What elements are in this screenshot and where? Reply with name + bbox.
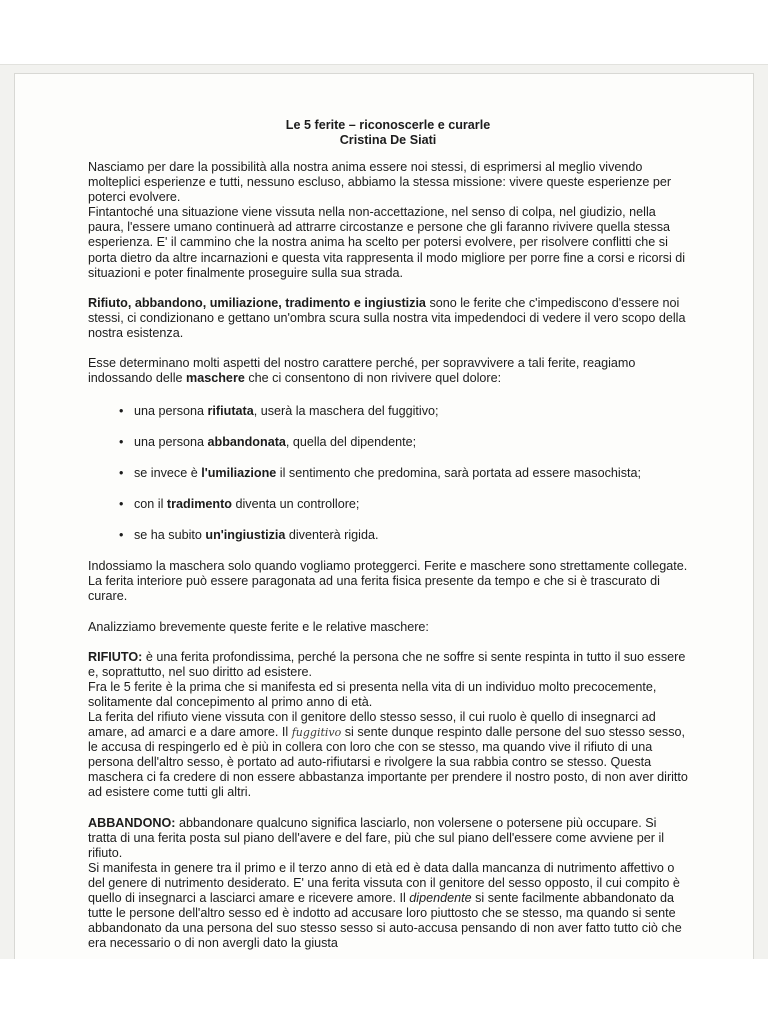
wounds-list-bold: Rifiuto, abbandono, umiliazione, tradimento e ingiustizia (88, 295, 426, 310)
list-item (88, 497, 688, 512)
fuggitivo-handwritten: fuggitivo (291, 726, 342, 740)
rifiuto-paragraph (88, 650, 688, 680)
list-item-bold: tradimento (166, 497, 232, 512)
rifiuto-text-3b: si sente dunque respinto dalle persone del suo stesso sesso, le accusa di respingerlo ed è più in collera con loro che con se stesso, ma quando vive il rifiuto di una persona dell'altro sesso, è portato ad auto-rifiutarsi e rivolgere la sua rabbia contro se stesso. Questa maschera ci fa credere di non essere abbastanza importante per prendere il nostro posto, di non aver diritto ad esistere come tutti gli altri. (88, 725, 688, 800)
list-item-text: diventa un controllore; (231, 497, 360, 512)
masks-intro-paragraph (88, 356, 688, 386)
abbandono-text-2b: si sente facilmente abbandonato da tutte le persone dell'altro sesso ed è indotto ad accusare loro piuttosto che se stesso, ma quando si sente abbandonato da una persona del suo stesso sesso si auto-accusa pensando di non aver fatto tutto ciò che era necessario o di non avergli dato la giusta (88, 891, 682, 951)
masks-intro-text: Esse determinano molti aspetti del nostro carattere perché, per sopravvivere a tali ferite, reagiamo indossando delle (88, 356, 636, 386)
list-item-text: , quella del dipendente; (285, 435, 417, 450)
list-item-bold: rifiutata (207, 404, 254, 419)
list-item-text: se ha subito (134, 528, 206, 543)
abbandono-paragraph-2 (88, 861, 688, 952)
masks-keyword: maschere (186, 371, 245, 386)
list-item-bold: l'umiliazione (201, 466, 277, 481)
masks-intro-text-end: che ci consentono di non rivivere quel dolore: (244, 371, 502, 386)
intro-paragraph: Nasciamo per dare la possibilità alla nostra anima essere noi stessi, di esprimersi al meglio vivendo molteplici esperienze e tutti, nessuno escluso, abbiamo la stessa missione: vivere queste esperienze per poterci evolvere. (88, 160, 672, 205)
rifiuto-text: è una ferita profondissima, perché la persona che ne soffre si sente respinta in tutto il suo essere e, soprattutto, nel suo diritto ad esistere. (88, 649, 686, 679)
rifiuto-text-3a: La ferita del rifiuto viene vissuta con il genitore dello stesso sesso, il cui ruolo è quello di insegnarci ad amare, ad amarci e a dare amore. Il (88, 709, 656, 740)
wounds-text: sono le ferite che c'impediscono d'essere noi stessi, ci condizionano e gettano un'ombra scura sulla nostra vita impedendoci di vedere il vero scopo della nostra esistenza. (88, 295, 686, 340)
document-viewer[interactable] (0, 64, 768, 960)
list-item (88, 435, 688, 450)
list-item-text: , userà la maschera del fuggitivo; (253, 404, 439, 419)
bullet: • (119, 404, 124, 419)
intro-paragraph-2: Fintantoché una situazione viene vissuta nella non-accettazione, nel senso di colpa, nel giudizio, nella paura, l'essere umano continuerà ad attrarre circostanze e persone che gli faranno rivivere quella stessa esperienza. E' il cammino che la nostra anima ha scelto per potersi evolvere, per risolvere conflitti che si porta dietro da altre incarnazioni e questa vita rappresenta il modo migliore per porre fine a corsi e ricorsi di situazioni e poter finalmente proseguire sulla sua strada. (88, 205, 686, 280)
wounds-paragraph (88, 296, 688, 341)
list-item-text: con il (134, 497, 167, 512)
list-item-text: una persona (134, 404, 208, 419)
list-item-text: diventerà rigida. (285, 528, 379, 543)
masks-list (88, 404, 688, 543)
list-item (88, 466, 688, 481)
list-item-bold: un'ingiustizia (205, 528, 286, 543)
mask-paragraph: Indossiamo la maschera solo quando vogliamo proteggerci. Ferite e maschere sono strettamente collegate. La ferita interiore può essere paragonata ad una ferita fisica presente da tempo e che si è trascurato di curare. (88, 559, 688, 604)
bullet: • (119, 435, 124, 450)
rifiuto-paragraph-3 (88, 710, 688, 801)
bullet: • (119, 528, 124, 543)
abbandono-paragraph (88, 816, 688, 861)
page-content (88, 118, 688, 951)
top-margin (0, 0, 768, 64)
list-item-text: una persona (134, 435, 208, 450)
document-page (14, 73, 754, 959)
rifiuto-paragraph-2: Fra le 5 ferite è la prima che si manifesta ed si presenta nella vita di un individuo molto precocemente, solitamente dal concepimento al primo anno di età. (88, 679, 657, 709)
abbandono-heading: ABBANDONO: (88, 815, 176, 830)
abbandono-text: abbandonare qualcuno significa lasciarlo, non volersene o potersene più occupare. Si tratta di una ferita posta sul piano dell'avere e del fare, più che sul piano dell'essere come avviene per il rifiuto. (88, 815, 665, 860)
list-item-bold: abbandonata (207, 435, 286, 450)
list-item (88, 528, 688, 543)
dipendente-italic: dipendente (409, 891, 472, 905)
list-item (88, 404, 688, 419)
document-author: Cristina De Siati (339, 132, 437, 147)
bullet: • (119, 466, 124, 481)
analysis-intro: Analizziamo brevemente queste ferite e le relative maschere: (88, 619, 429, 634)
document-title: Le 5 ferite – riconoscerle e curarle (285, 118, 491, 132)
list-item-text: il sentimento che predomina, sarà portata ad essere masochista; (276, 466, 642, 481)
abbandono-text-2a: Si manifesta in genere tra il primo e il terzo anno di età ed è data dalla mancanza di nutrimento affettivo o del genere di nutrimento desiderato. E' una ferita vissuta con il genitore del sesso opposto, il cui compito è quello di insegnarci a lasciarci amare e ricevere amore. Il (88, 860, 680, 905)
bullet: • (119, 497, 124, 512)
list-item-text: se invece è (134, 466, 202, 481)
bottom-margin (0, 959, 768, 1024)
rifiuto-heading: RIFIUTO: (88, 649, 143, 664)
